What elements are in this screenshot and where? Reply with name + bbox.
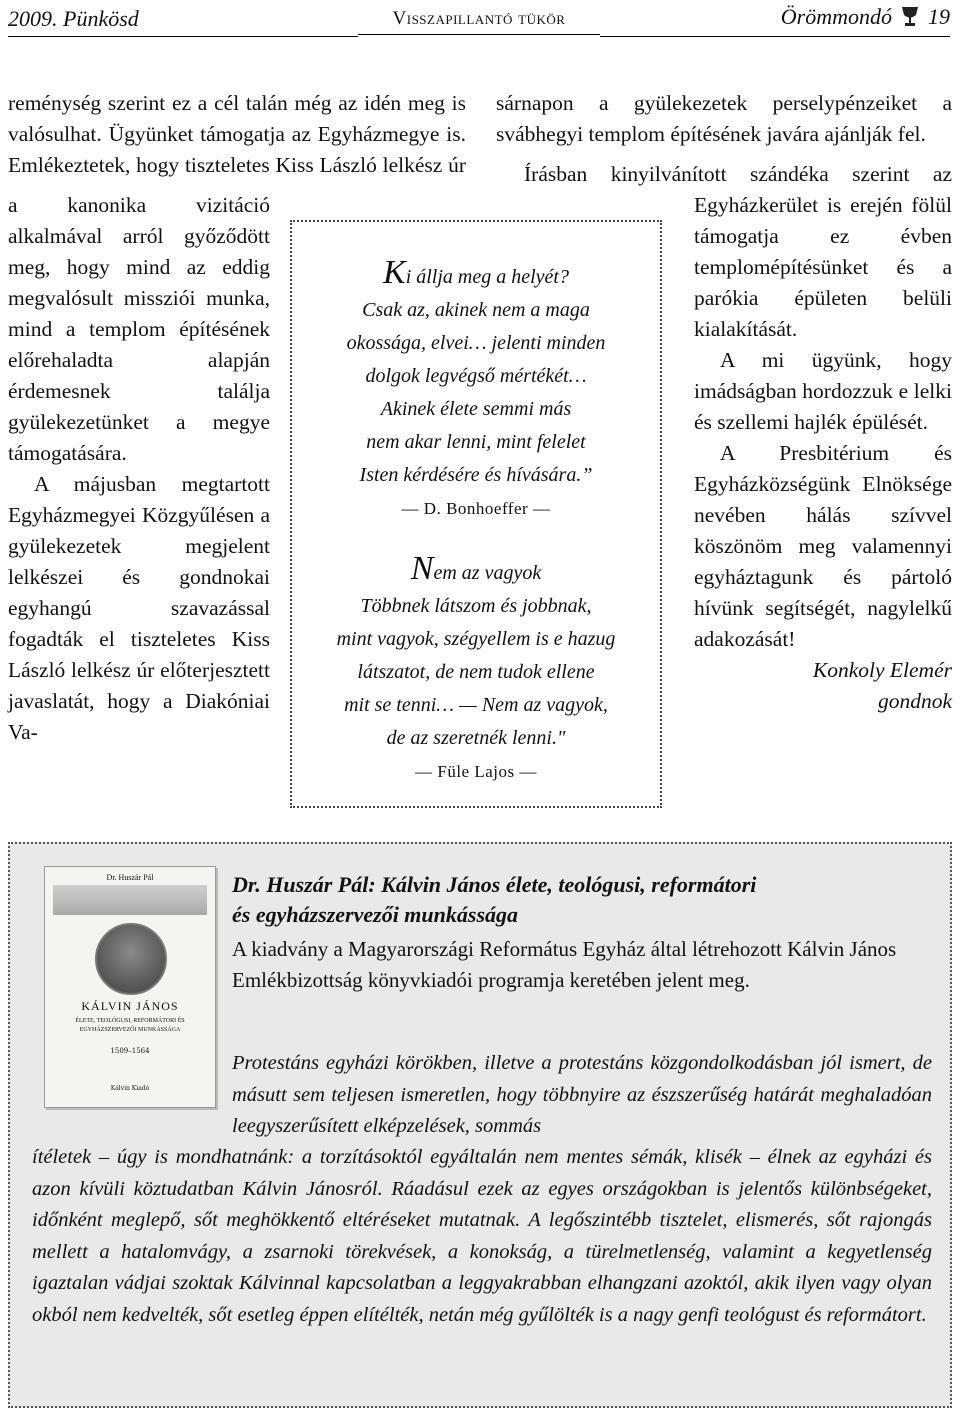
quote1-line: Isten kérdésére és hívására.” xyxy=(359,464,593,486)
right-paragraph-1-text: Írásban kinyilvánított szándéka szerint az Egyházkerület is erején fölül támogatja ez évben templomépítésünket és a parókia épületen belüli kialakítását. xyxy=(524,162,952,341)
quote2-line: de az szeretnék lenni." xyxy=(386,727,566,749)
quote-fule xyxy=(292,552,660,788)
signature-name: Konkoly Elemér xyxy=(812,658,952,682)
cover-title: KÁLVIN JÁNOS xyxy=(81,999,179,1013)
quote1-line: dolgok legvégső mértékét… xyxy=(365,365,587,387)
chalice-icon xyxy=(900,6,920,28)
quote1-line: Csak az, akinek nem a maga xyxy=(362,299,590,321)
left-column xyxy=(8,190,270,748)
left-paragraph-2: A májusban megtartott Egyházmegyei Közgyűlésen a gyülekezetek megjelent lelkészei és gondnokai egyhangú szavazással fogadták el tiszteletes Kiss László lelkész úr előterjesztett javaslatát, hogy a Diakóniai Va- xyxy=(8,472,270,744)
quote2-line: mit se tenni… — Nem az vagyok, xyxy=(344,694,608,716)
quote2-first-text: em az vagyok xyxy=(433,562,542,584)
page-header xyxy=(0,0,960,44)
quote2-line: mint vagyok, szégyellem is e hazug xyxy=(336,628,616,650)
right-top-paragraph: sárnapon a gyülekezetek perselypénzeiket a svábhegyi templom építésének javára ajánlják fel. xyxy=(496,90,952,146)
quote2-line: látszatot, de nem tudok ellene xyxy=(357,661,595,683)
book-intro: A kiadvány a Magyarországi Református Egyház által létrehozott Kálvin János Emlékbizottság könyvkiadói programja keretében jelent meg. xyxy=(232,937,897,992)
book-title xyxy=(232,870,932,930)
quote1-first-line xyxy=(292,256,660,294)
header-rule-left xyxy=(8,36,358,37)
quote1-line: Akinek élete semmi más xyxy=(380,398,572,420)
page-number: 19 xyxy=(928,4,950,29)
quote2-dropcap: N xyxy=(410,550,434,587)
header-rule-right xyxy=(600,36,950,37)
book-review-text-top: Protestáns egyházi körökben, illetve a protestáns közgondolkodásban jól ismert, de másutt sem teljesen ismeretlen, hogy többnyire az észszerűség határát meghaladóan leegyszerűsített elképzelések, sommás xyxy=(232,1052,932,1137)
quote-box xyxy=(290,220,662,808)
quote2-first-line xyxy=(292,552,660,590)
quote1-author: — D. Bonhoeffer — xyxy=(401,499,551,518)
book-review-box xyxy=(8,842,952,1408)
cover-publisher: Kálvin Kiadó xyxy=(110,1085,150,1092)
book-title-line: Dr. Huszár Pál: Kálvin János élete, teológusi, reformátori xyxy=(232,872,757,897)
book-title-line: és egyházszervezői munkássága xyxy=(232,902,519,927)
quote2-line: Többnek látszom és jobbnak, xyxy=(360,595,592,617)
quote1-line: nem akar lenni, mint felelet xyxy=(366,431,586,453)
right-column-top xyxy=(496,66,952,171)
cover-portrait-medallion xyxy=(95,923,167,995)
quote1-dropcap: K xyxy=(383,254,406,291)
left-top-paragraph: reménység szerint ez a cél talán még az idén meg is valósulhat. Ügyünket támogatja az Egyházmegye is. Emlékeztetek, hogy tiszteletes Kiss László lelkész úr xyxy=(8,90,466,177)
header-right xyxy=(781,4,950,30)
quote2-author: — Füle Lajos — xyxy=(415,762,537,781)
left-column-top xyxy=(8,66,466,202)
left-paragraph-1: a kanonika vizitáció alkalmával arról győződött meg, hogy mind az eddig megvalósult missziói munka, mind a templom építésének előrehaladta alapján érdemesnek találja gyülekezetünket a megye támogatására. xyxy=(8,193,270,465)
cover-years: 1509–1564 xyxy=(110,1047,150,1055)
magazine-title: Örömmondó xyxy=(780,4,892,29)
issue-date: 2009. Pünkösd xyxy=(8,6,139,31)
signature-role: gondnok xyxy=(877,689,952,713)
quote1-first-text: i állja meg a helyét? xyxy=(405,266,569,288)
quote-bonhoeffer xyxy=(292,256,660,525)
right-paragraph-3: A Presbitérium és Egyházközségünk Elnöksége nevében hálás szívvel köszönöm meg valamennyi egyháztagunk és pártoló hívünk segítségét, nagylelkű adakozását! xyxy=(694,441,952,651)
book-cover-image xyxy=(44,866,216,1108)
right-paragraph-2: A mi ügyünk, hogy imádságban hordozzuk e lelki és szellemi hajlék épülését. xyxy=(694,348,952,434)
cover-subtitle: ÉLETE, TEOLÓGUSI, REFORMÁTORI ÉS EGYHÁZSZERVEZŐI MUNKÁSSÁGA xyxy=(75,1018,185,1033)
quote1-line: okossága, elvei… jelenti minden xyxy=(346,332,606,354)
cover-cityscape xyxy=(53,885,207,915)
book-review-text-bottom: ítéletek – úgy is mondhatnánk: a torzításoktól egyáltalán nem mentes sémák, klisék – élnek az egyházi és azon kívüli köztudatban Kálvin Jánosról. Ráadásul ezek az egyes országokban is jelentős különbségeket, időnként meglepő, sőt meghökkentő eltéréseket mutatnak. A legőszintébb tisztelet, elismerés, sőt rajongás mellett a hatalomvágy, a zsarnoki törekvések, a konokság, a türelmetlenség, valamint a kegyetlenség igaztalan vádjai szoktak Kálvinnal kapcsolatban a leggyakrabban elhangzani azoktól, akik ilyen vagy olyan okból nem kedvelték, sőt esetleg éppen elítélték, netán még gyűlölték is a nagy genfi teológust és reformátort. xyxy=(32,1146,932,1326)
section-title: Visszapillantó tükör xyxy=(358,8,600,35)
cover-author: Dr. Huszár Pál xyxy=(106,873,154,882)
